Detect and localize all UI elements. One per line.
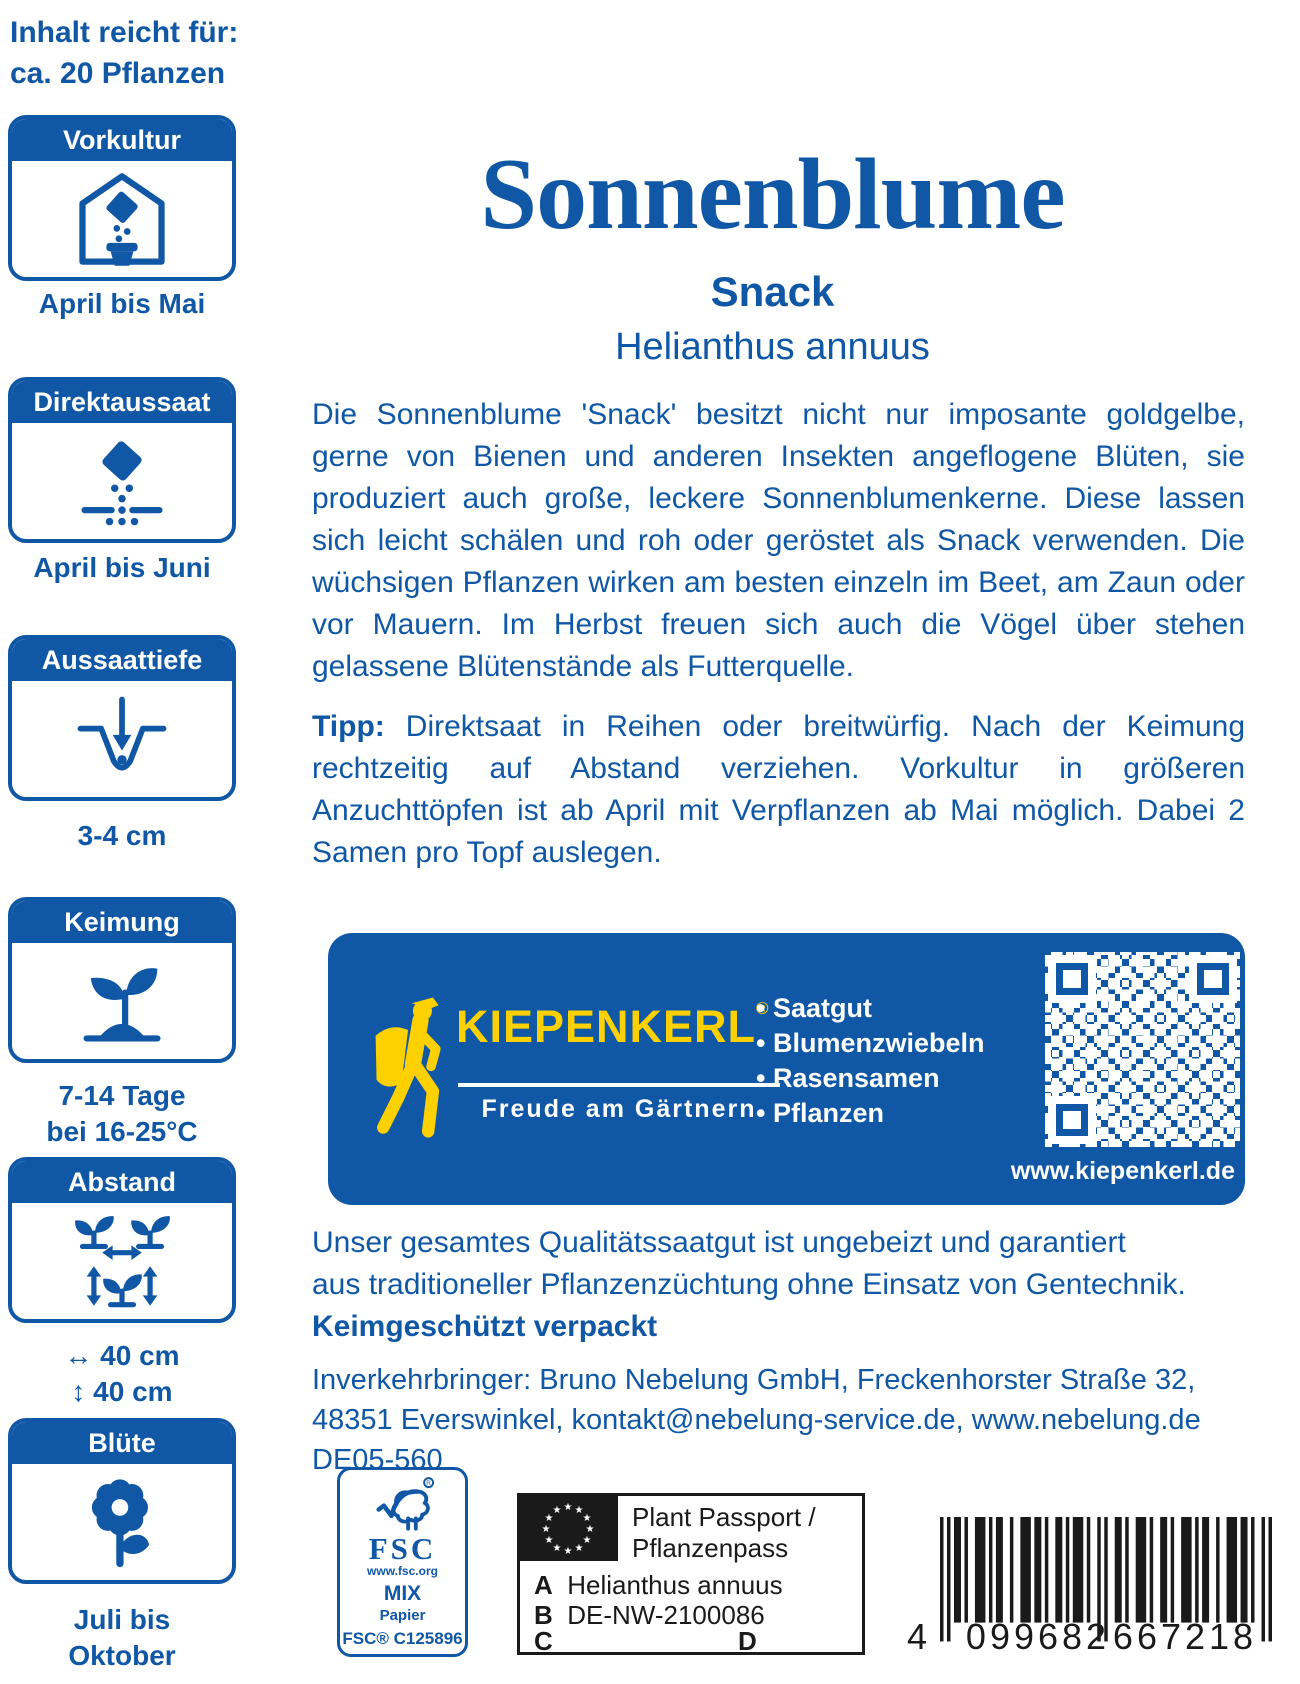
- infobox-direktaussaat: [8, 377, 236, 543]
- infobox-vorkultur-caption: April bis Mai: [38, 288, 206, 319]
- infobox-direktaussaat-caption: April bis Juni: [33, 552, 211, 583]
- infobox-abstand-caption: ↔ 40 cm ↕ 40 cm: [64, 1340, 180, 1407]
- brand-name: KIEPENKERL®: [456, 999, 770, 1052]
- infobox-bluete: [8, 1418, 236, 1584]
- svg-text:★: ★: [544, 1513, 554, 1524]
- svg-text:★: ★: [541, 1524, 551, 1535]
- svg-text:R: R: [425, 1480, 431, 1488]
- svg-text:★: ★: [552, 1505, 562, 1516]
- infobox-direktaussaat-title: Direktaussaat: [12, 381, 232, 423]
- eu-flag-icon: [519, 1495, 618, 1561]
- passport-row-a: A Helianthus annuus: [534, 1570, 783, 1600]
- sowing-depth-icon: [12, 681, 232, 797]
- barcode-digit-lead: 4: [907, 1616, 928, 1657]
- registered-mark: ®: [756, 999, 770, 1018]
- direct-sowing-icon: [12, 423, 232, 539]
- content-note-line2: ca. 20 Pflanzen: [10, 57, 226, 90]
- svg-text:★: ★: [552, 1543, 562, 1554]
- brand-banner: [328, 933, 1245, 1205]
- qr-finder-icon: [1048, 1096, 1096, 1144]
- svg-text:★: ★: [563, 1502, 573, 1513]
- product-item: • Saatgut: [756, 991, 985, 1026]
- distributor-info: Inverkehrbringer: Bruno Nebelung GmbH, Freckenhorster Straße 32, 48351 Everswinkel, kontakt@nebelung-service.de, www.nebelung.de DE05-560: [312, 1360, 1245, 1480]
- description-text: Die Sonnenblume 'Snack' besitzt nicht nur imposante goldgelbe, gerne von Bienen und anderen Insekten angeflogene Blüten, sie produziert auch große, leckere Sonnenblumenkerne. Diese lassen sich leicht schälen und roh oder geröstet als Snack verwenden. Die wüchsigen Pflanzen wirken am besten einzeln im Beet, am Zaun oder vor Mauern. Im Herbst freuen sich auch die Vögel über stehen gelassene Blütenstände als Futterquelle.: [312, 398, 1245, 683]
- svg-text:★: ★: [585, 1524, 595, 1535]
- flower-icon: [12, 1464, 232, 1580]
- precultivation-icon: [12, 161, 232, 277]
- passport-row-c: C: [534, 1626, 553, 1656]
- infobox-aussaattiefe: [8, 635, 236, 801]
- plant-passport-label: [517, 1493, 865, 1655]
- passport-row-b: B DE-NW-2100086: [534, 1600, 765, 1630]
- brand-slogan: Freude am Gärtnern: [481, 1095, 757, 1123]
- fsc-label: [337, 1467, 468, 1657]
- distributor-code: DE05-560: [312, 1444, 443, 1476]
- brand-divider: [458, 1083, 780, 1087]
- infobox-abstand: [8, 1157, 236, 1323]
- tip-text: [312, 706, 1245, 874]
- infobox-vorkultur: [8, 115, 236, 281]
- fsc-cert-number: FSC® C125896: [342, 1629, 463, 1648]
- kiepenkerl-mascot-icon: [362, 988, 458, 1160]
- fsc-grade: MIX: [383, 1582, 422, 1605]
- svg-text:★: ★: [582, 1535, 592, 1546]
- fsc-name: FSC: [368, 1531, 437, 1566]
- tip-body: Direktsaat in Reihen oder breitwürfig. Nach der Keimung rechtzeitig auf Abstand verziehen. Vorkultur in größeren Anzuchttöpfen ist ab April mit Verpflanzen ab Mai möglich. Dabei 2 Samen pro Topf auslegen.: [312, 710, 1245, 869]
- barcode-digits-left: 099682: [965, 1616, 1111, 1657]
- spacing-icon: [12, 1203, 232, 1319]
- qr-finder-icon: [1048, 955, 1096, 1003]
- fsc-material: Papier: [379, 1607, 426, 1624]
- infobox-keimung: [8, 897, 236, 1063]
- fsc-tree-icon: [371, 1476, 435, 1534]
- svg-text:★: ★: [582, 1513, 592, 1524]
- svg-text:★: ★: [544, 1535, 554, 1546]
- content-note: [10, 12, 238, 94]
- fsc-url: www.fsc.org: [367, 1564, 438, 1578]
- svg-text:★: ★: [563, 1546, 573, 1557]
- infobox-vorkultur-title: Vorkultur: [12, 119, 232, 161]
- infobox-bluete-caption: Juli bis Oktober: [68, 1604, 176, 1671]
- infobox-keimung-caption: 7-14 Tage bei 16-25°C: [46, 1080, 198, 1147]
- svg-text:★: ★: [574, 1505, 584, 1516]
- brand-website: www.kiepenkerl.de: [1010, 1157, 1235, 1185]
- ean-barcode: [905, 1508, 1280, 1678]
- tip-label: Tipp:: [312, 710, 385, 743]
- packaging-note: Keimgeschützt verpackt: [312, 1310, 658, 1343]
- infobox-keimung-title: Keimung: [12, 901, 232, 943]
- variety-name: Snack: [710, 268, 835, 315]
- product-item: • Blumenzwiebeln: [756, 1026, 985, 1061]
- passport-row-d: D: [738, 1626, 757, 1656]
- qr-code: [1045, 952, 1240, 1147]
- passport-title: Plant Passport / Pflanzenpass: [632, 1502, 816, 1563]
- barcode-digits-right: 667218: [1112, 1616, 1258, 1657]
- product-item: • Pflanzen: [756, 1096, 985, 1131]
- infobox-bluete-title: Blüte: [12, 1422, 232, 1464]
- infobox-abstand-title: Abstand: [12, 1161, 232, 1203]
- botanical-name: Helianthus annuus: [615, 326, 930, 368]
- germination-icon: [12, 943, 232, 1059]
- content-note-line1: Inhalt reicht für:: [10, 16, 239, 49]
- product-item: • Rasensamen: [756, 1061, 985, 1096]
- infobox-aussaattiefe-title: Aussaattiefe: [12, 639, 232, 681]
- page-title: Sonnenblume: [480, 138, 1065, 251]
- svg-text:★: ★: [574, 1543, 584, 1554]
- quality-statement: Unser gesamtes Qualitätssaatgut ist ungebeizt und garantiert aus traditioneller Pflanzenzüchtung ohne Einsatz von Gentechnik. Keimgeschützt verpackt: [312, 1222, 1245, 1348]
- product-list: [756, 991, 985, 1131]
- qr-finder-icon: [1189, 955, 1237, 1003]
- infobox-aussaattiefe-caption: 3-4 cm: [77, 820, 167, 851]
